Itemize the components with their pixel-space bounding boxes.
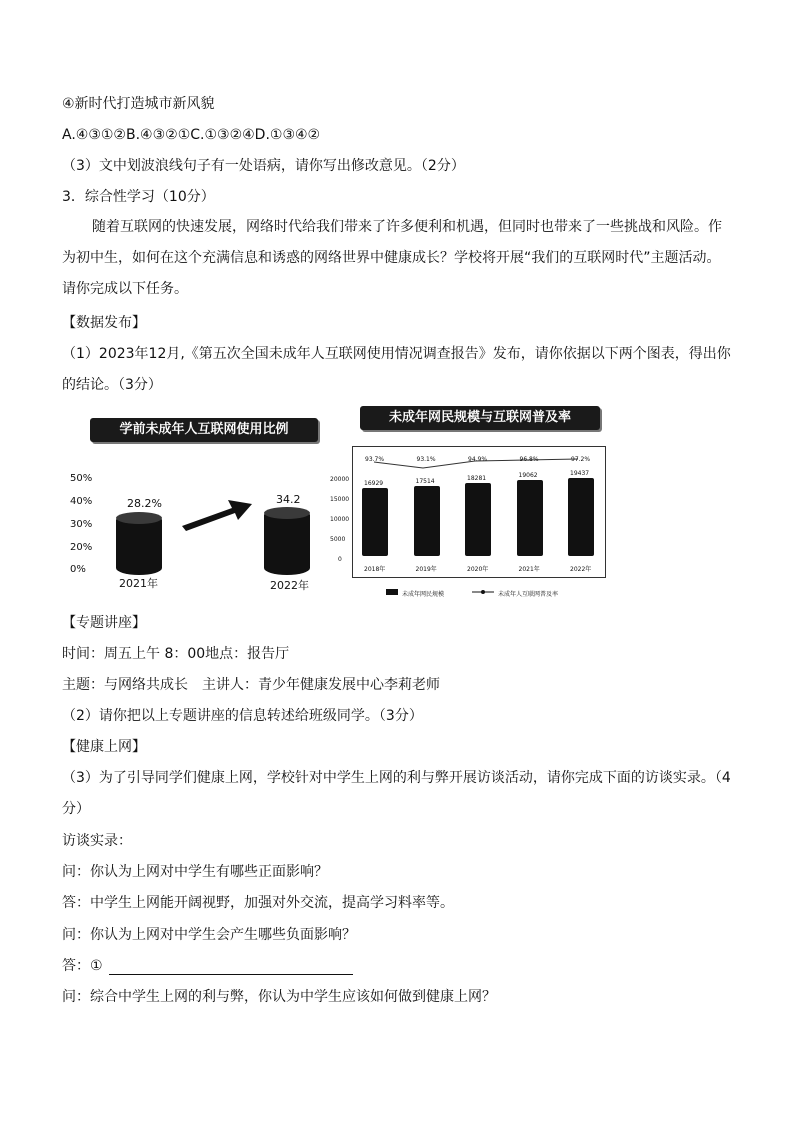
y-tick: 20000 xyxy=(330,476,350,483)
y-tick: 40% xyxy=(70,496,93,507)
value-label: 18281 xyxy=(467,474,487,482)
question-3-line-2: 分） xyxy=(62,801,90,817)
legend-swatch-scale xyxy=(386,589,398,595)
bar-2019年 xyxy=(414,486,440,556)
y-tick: 5000 xyxy=(330,536,346,543)
question-3-sub: （3）文中划波浪线句子有一处语病，请你写出修改意见。（2分） xyxy=(62,158,465,174)
answer-options: A.④③①②B.④③②①C.①③②④D.①③④② xyxy=(62,127,321,143)
category-label: 2020年 xyxy=(467,566,489,573)
option-4: ④新时代打造城市新风貌 xyxy=(62,96,215,112)
rate-label: 93.7% xyxy=(365,456,385,463)
heading-lecture: 【专题讲座】 xyxy=(62,615,146,631)
value-label: 19437 xyxy=(570,470,590,478)
value-label: 28.2% xyxy=(127,497,162,510)
question-1-line-1: （1）2023年12月,《第五次全国未成年人互联网使用情况调查报告》发布，请你依据以下两个图表，得出你 xyxy=(62,346,731,362)
intro-paragraph: 随着互联网的快速发展，网络时代给我们带来了许多便利和机遇，但同时也带来了一些挑战和风险。作为初中生，如何在这个充满信息和诱惑的网络世界中健康成长？学校将开展“我们的互联网时代”主题活动。请你完成以下任务。 xyxy=(62,219,722,297)
y-tick: 30% xyxy=(70,519,93,530)
question-2: （2）请你把以上专题讲座的信息转述给班级同学。（3分） xyxy=(62,708,423,724)
heading-healthy-net: 【健康上网】 xyxy=(62,739,146,755)
bar-2022年 xyxy=(568,478,594,556)
section-heading: 3．综合性学习（10分） xyxy=(62,189,215,205)
rate-label: 94.9% xyxy=(468,456,488,463)
interview-a2: 答：① xyxy=(62,958,103,974)
y-tick: 0% xyxy=(70,564,86,575)
question-1-line-2: 的结论。（3分） xyxy=(62,377,162,393)
value-label: 16929 xyxy=(364,480,384,488)
lecture-topic: 主题：与网络共成长 主讲人：青少年健康发展中心李莉老师 xyxy=(62,677,440,693)
rate-label: 93.1% xyxy=(416,456,436,463)
interview-q2: 问：你认为上网对中学生会产生哪些负面影响？ xyxy=(62,927,356,943)
y-tick: 0 xyxy=(338,556,342,563)
value-label: 19062 xyxy=(518,471,538,479)
value-label: 17514 xyxy=(415,477,435,485)
chart-1-title: 学前未成年人互联网使用比例 xyxy=(90,418,318,442)
interview-q3: 问：综合中学生上网的利与弊，你认为中学生应该如何做到健康上网？ xyxy=(62,989,496,1005)
legend-rate: 未成年人互联网普及率 xyxy=(498,591,559,598)
answer-blank[interactable] xyxy=(109,960,353,975)
lecture-time: 时间：周五上午 8：00地点：报告厅 xyxy=(62,646,290,662)
bar-2018年 xyxy=(362,488,388,556)
category-label: 2021年 xyxy=(119,577,158,590)
chart-2-title: 未成年网民规模与互联网普及率 xyxy=(360,406,600,430)
category-label: 2018年 xyxy=(364,566,386,573)
legend-scale: 未成年网民规模 xyxy=(402,591,445,598)
interview-a1: 答：中学生上网能开阔视野，加强对外交流，提高学习料率等。 xyxy=(62,895,454,911)
question-3-line-1: （3）为了引导同学们健康上网，学校针对中学生上网的利与弊开展访谈活动，请你完成下面的访谈实录。（4 xyxy=(62,770,731,786)
heading-data-release: 【数据发布】 xyxy=(62,315,146,331)
y-tick: 50% xyxy=(70,473,93,484)
figure-charts xyxy=(62,398,622,608)
legend-line-icon xyxy=(472,588,494,596)
y-tick: 10000 xyxy=(330,516,350,523)
arrow-icon xyxy=(180,498,254,532)
y-tick: 20% xyxy=(70,542,93,553)
bar-2021年 xyxy=(517,480,543,556)
value-label: 34.2 xyxy=(276,493,301,506)
bar-2021 xyxy=(116,513,162,575)
interview-q1: 问：你认为上网对中学生有哪些正面影响？ xyxy=(62,864,328,880)
y-tick: 15000 xyxy=(330,496,350,503)
category-label: 2022年 xyxy=(270,579,309,592)
category-label: 2019年 xyxy=(415,566,437,573)
interview-a2-row xyxy=(62,957,353,975)
category-label: 2022年 xyxy=(570,566,592,573)
bar-2020年 xyxy=(465,483,491,556)
interview-record: 访谈实录： xyxy=(62,833,132,849)
category-label: 2021年 xyxy=(518,566,540,573)
bar-2022 xyxy=(264,508,310,575)
rate-label: 96.8% xyxy=(519,456,539,463)
rate-label: 97.2% xyxy=(571,456,591,463)
